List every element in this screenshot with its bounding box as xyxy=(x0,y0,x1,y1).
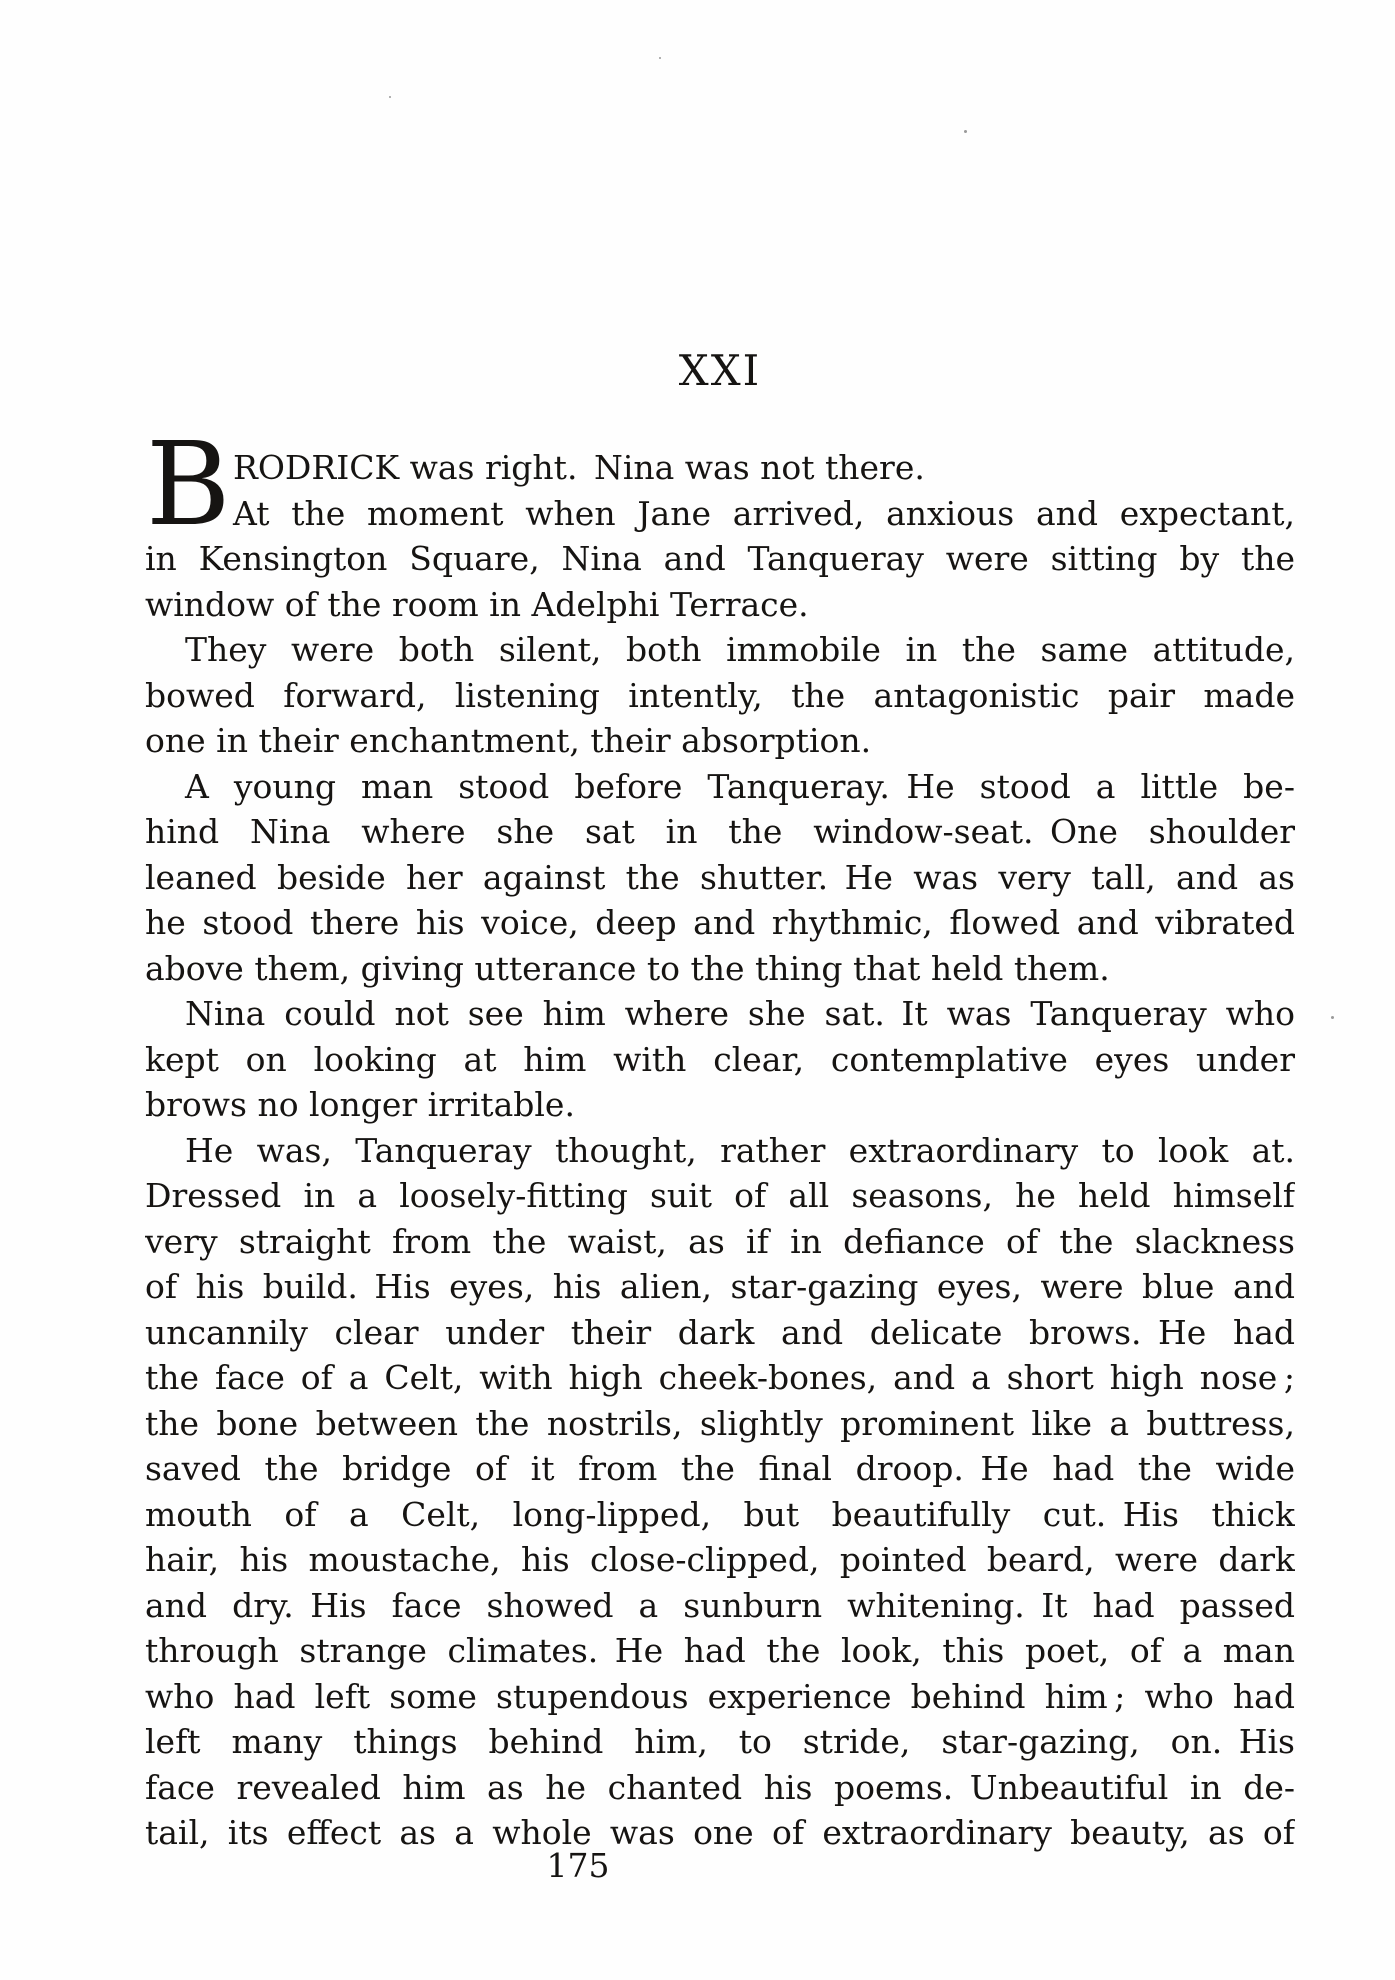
text-line: one in their enchantment, their absorption. xyxy=(145,721,872,760)
text-line: left many things behind him, to stride, star-gazing, on. His xyxy=(145,1722,1295,1761)
text-line: very straight from the waist, as if in defiance of the slackness xyxy=(145,1221,1295,1261)
text-line: and dry. His face showed a sunburn whitening. It had passed xyxy=(145,1585,1295,1625)
text-line: face revealed him as he chanted his poems. Unbeautiful in de- xyxy=(145,1767,1295,1807)
text-line: tail, its effect as a whole was one of extraordinary beauty, as of xyxy=(145,1813,1295,1852)
text-line: who had left some stupendous experience behind him ; who had xyxy=(145,1676,1295,1716)
text-line: mouth of a Celt, long-lipped, but beautifully cut. His thick xyxy=(145,1494,1295,1534)
paragraph xyxy=(145,764,1295,992)
text-line: hind Nina where she sat in the window-seat. One shoulder xyxy=(145,812,1295,851)
chapter-heading: XXI xyxy=(678,346,762,395)
text-line: the face of a Celt, with high cheek-bones, and a short high nose ; xyxy=(145,1358,1295,1397)
text-line: through strange climates. He had the look, this poet, of a man xyxy=(145,1631,1295,1670)
text-line: the bone between the nostrils, slightly prominent like a buttress, xyxy=(145,1403,1295,1443)
paragraph xyxy=(145,1128,1295,1856)
paragraph xyxy=(145,991,1295,1128)
page-number: 175 xyxy=(546,1846,610,1885)
text-line: leaned beside her against the shutter. He was very tall, and as xyxy=(145,857,1295,897)
scan-speck xyxy=(659,57,661,59)
text-line: bowed forward, listening intently, the antagonistic pair made xyxy=(145,675,1295,715)
scan-speck xyxy=(964,130,967,133)
text-line: Nina could not see him where she sat. It was Tanqueray who xyxy=(185,994,1295,1033)
paragraph xyxy=(145,627,1295,764)
text-line: They were both silent, both immobile in the same attitude, xyxy=(185,630,1295,669)
scan-speck xyxy=(389,96,391,98)
scan-speck xyxy=(1331,1016,1334,1019)
text-line: At the moment when Jane arrived, anxious and expectant, xyxy=(233,493,1295,533)
drop-cap: B xyxy=(146,418,231,552)
text-line: A young man stood before Tanqueray. He stood a little be- xyxy=(185,766,1295,806)
text-line: uncannily clear under their dark and delicate brows. He had xyxy=(145,1312,1295,1352)
text-line: of his build. His eyes, his alien, star-gazing eyes, were blue and xyxy=(145,1267,1295,1306)
text-line: brows no longer irritable. xyxy=(145,1085,575,1124)
text-line: he stood there his voice, deep and rhythmic, flowed and vibrated xyxy=(145,903,1295,942)
text-line: kept on looking at him with clear, contemplative eyes under xyxy=(145,1039,1295,1079)
text-line: He was, Tanqueray thought, rather extraordinary to look at. xyxy=(185,1130,1295,1170)
text-line: hair, his moustache, his close-clipped, pointed beard, were dark xyxy=(145,1540,1295,1579)
text-line: RODRICK was right. Nina was not there. xyxy=(233,448,925,487)
text-line: in Kensington Square, Nina and Tanqueray were sitting by the xyxy=(145,539,1295,578)
text-line: Dressed in a loosely-fitting suit of all seasons, he held himself xyxy=(145,1176,1295,1215)
paragraph xyxy=(145,445,1295,627)
text-line: window of the room in Adelphi Terrace. xyxy=(145,584,809,624)
text-block xyxy=(145,345,1295,1856)
text-line: above them, giving utterance to the thing that held them. xyxy=(145,948,1110,988)
text-line: saved the bridge of it from the final droop. He had the wide xyxy=(145,1449,1295,1488)
